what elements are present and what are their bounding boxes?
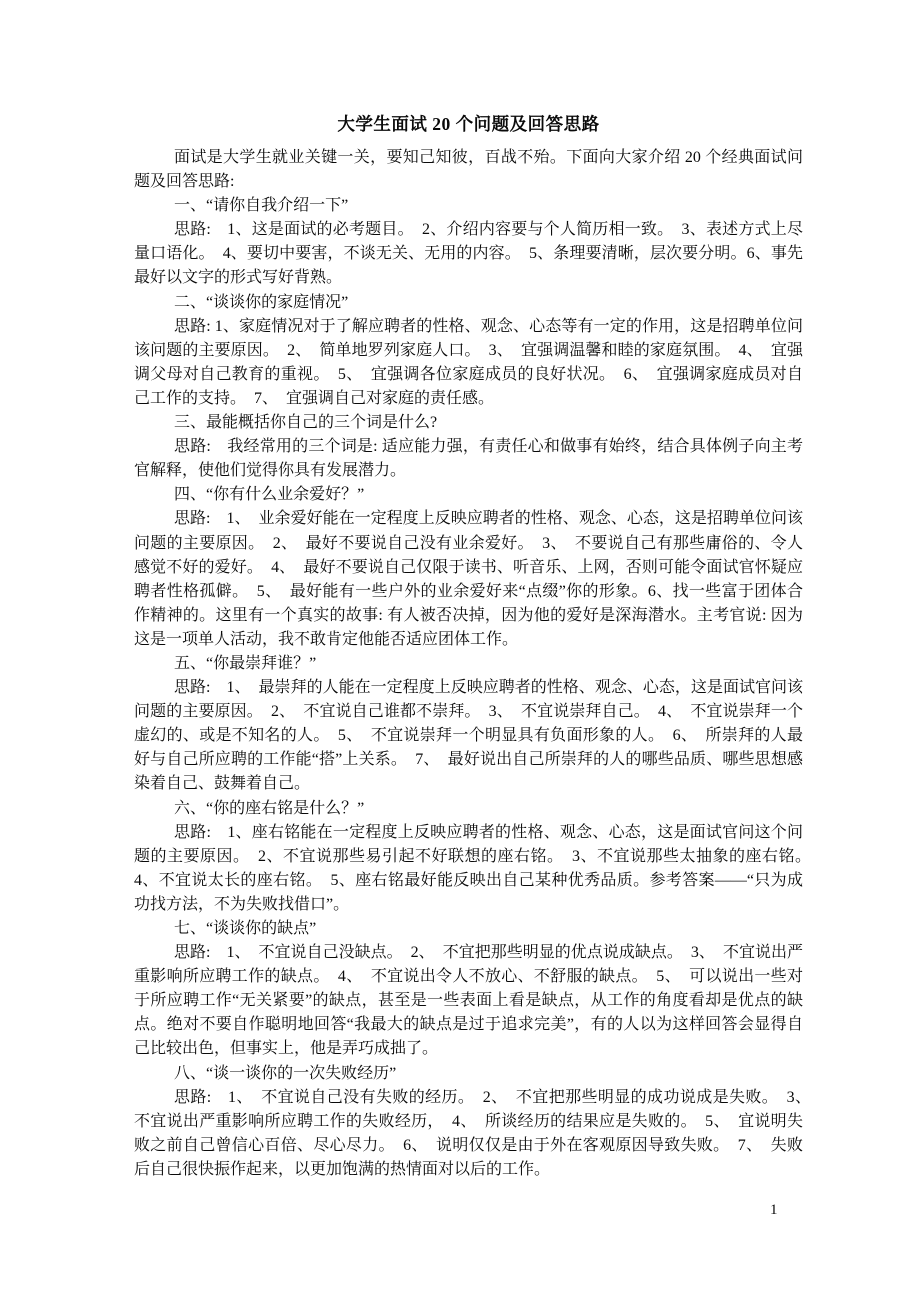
question-heading: 二、“谈谈你的家庭情况” <box>174 293 349 311</box>
answer-thought-paragraph: 思路: 1、 不宜说自己没有失败的经历。 2、 不宜把那些明显的成功说成是失败。 3、 不宜说出严重影响所应聘工作的失败经历， 4、 所谈经历的结果应是失败的。 5、 宜说明失败之前自己曾信心百倍、尽心尽力。 6、 说明仅仅是由于外在客观原因导致失败。 7、 失败后自己很快振作起来，以更加饱满的热情面对以后的工作。 <box>134 1088 820 1178</box>
document-title: 大学生面试 20 个问题及回答思路 <box>337 114 600 134</box>
answer-thought-paragraph: 思路: 1、这是面试的必考题目。 2、介绍内容要与个人简历相一致。 3、表述方式上尽量口语化。 4、要切中要害，不谈无关、无用的内容。 5、条理要清晰，层次要分明。6、事先最好以文字的形式写好背熟。 <box>134 221 803 287</box>
question-heading: 五、“你最崇拜谁？” <box>174 654 317 672</box>
answer-thought-paragraph: 思路: 1、 业余爱好能在一定程度上反映应聘者的性格、观念、心态，这是招聘单位问该问题的主要原因。 2、 最好不要说自己没有业余爱好。 3、 不要说自己有那些庸俗的、令人感觉不好的爱好。 4、 最好不要说自己仅限于读书、听音乐、上网，否则可能令面试官怀疑应聘者性格孤僻。 5、 最好能有一些户外的业余爱好来“点缀”你的形象。6、找一些富于团体合作精神的。这里有一个真实的故事: 有人被否决掉，因为他的爱好是深海潜水。主考官说: 因为这是一项单人活动，我不敢肯定他能否适应团体工作。 <box>134 510 803 648</box>
page-number: 1 <box>770 1202 778 1218</box>
answer-thought-paragraph: 思路: 我经常用的三个词是: 适应能力强，有责任心和做事有始终，结合具体例子向主考官解释，使他们觉得你具有发展潜力。 <box>134 438 803 480</box>
document-body <box>134 146 820 1182</box>
question-heading: 一、“请你自我介绍一下” <box>174 197 349 215</box>
question-heading: 七、“谈谈你的缺点” <box>174 920 317 937</box>
intro-paragraph: 面试是大学生就业关键一关，要知己知彼，百战不殆。下面向大家介绍 20 个经典面试问题及回答思路: <box>134 149 803 191</box>
question-heading: 八、“谈一谈你的一次失败经历” <box>174 1064 397 1082</box>
answer-thought-paragraph: 思路: 1、座右铭能在一定程度上反映应聘者的性格、观念、心态，这是面试官问这个问题的主要原因。 2、不宜说那些易引起不好联想的座右铭。 3、不宜说那些太抽象的座右铭。 4、不宜说太长的座右铭。 5、座右铭最好能反映出自己某种优秀品质。参考答案——“只为成功找方法，不为失败找借口”。 <box>134 823 820 913</box>
question-heading: 六、“你的座右铭是什么？” <box>174 799 365 817</box>
answer-thought-paragraph: 思路: 1、 最崇拜的人能在一定程度上反映应聘者的性格、观念、心态，这是面试官问该问题的主要原因。 2、 不宜说自己谁都不崇拜。 3、 不宜说崇拜自己。 4、 不宜说崇拜一个虚幻的、或是不知名的人。 5、 不宜说崇拜一个明显具有负面形象的人。 6、 所崇拜的人最好与自己所应聘的工作能“搭”上关系。 7、 最好说出自己所崇拜的人的哪些品质、哪些思想感染着自己、鼓舞着自己。 <box>134 679 803 793</box>
question-heading: 四、“你有什么业余爱好？” <box>174 486 365 504</box>
answer-thought-paragraph: 思路: 1、家庭情况对于了解应聘者的性格、观念、心态等有一定的作用，这是招聘单位问该问题的主要原因。 2、 简单地罗列家庭人口。 3、 宜强调温馨和睦的家庭氛围。 4、 宜强调父母对自己教育的重视。 5、 宜强调各位家庭成员的良好状况。 6、 宜强调家庭成员对自己工作的支持。 7、 宜强调自己对家庭的责任感。 <box>134 317 803 407</box>
question-heading: 三、最能概括你自己的三个词是什么? <box>174 414 438 432</box>
answer-thought-paragraph: 思路: 1、 不宜说自己没缺点。 2、 不宜把那些明显的优点说成缺点。 3、 不宜说出严重影响所应聘工作的缺点。 4、 不宜说出令人不放心、不舒服的缺点。 5、 可以说出一些对于所应聘工作“无关紧要”的缺点，甚至是一些表面上看是缺点，从工作的角度看却是优点的缺点。绝对不要自作聪明地回答“我最大的缺点是过于追求完美”，有的人以为这样回答会显得自己比较出色，但事实上，他是弄巧成拙了。 <box>134 944 803 1058</box>
